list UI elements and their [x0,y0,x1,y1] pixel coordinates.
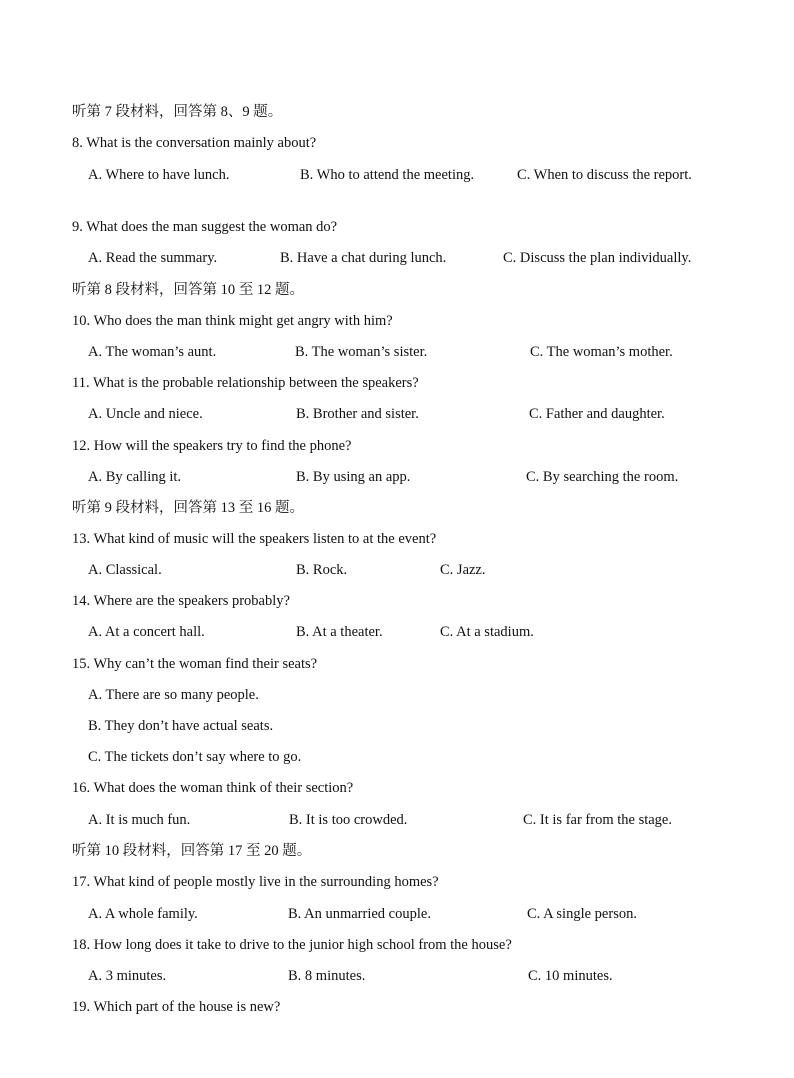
question-8-option-c: C. When to discuss the report. [517,167,692,183]
question-17-option-b: B. An unmarried couple. [288,906,431,922]
section-9-instruction: 听第 9 段材料，回答第 13 至 16 题。 [72,500,304,516]
question-9-stem: 9. What does the man suggest the woman do? [72,219,338,235]
question-17-stem: 17. What kind of people mostly live in the surrounding homes? [72,874,439,890]
question-16-option-c: C. It is far from the stage. [523,812,672,828]
question-13-option-c: C. Jazz. [440,562,486,578]
question-10-stem: 10. Who does the man think might get angry with him? [72,313,393,329]
question-18-option-a: A. 3 minutes. [88,968,167,984]
section-7-instruction: 听第 7 段材料，回答第 8、9 题。 [72,104,283,120]
question-14-option-c: C. At a stadium. [440,624,534,640]
question-15-option-c: C. The tickets don’t say where to go. [88,749,302,765]
question-17-option-a: A. A whole family. [88,906,198,922]
section-10-instruction: 听第 10 段材料，回答第 17 至 20 题。 [72,843,312,859]
question-9-option-c: C. Discuss the plan individually. [503,250,692,266]
question-15-option-a: A. There are so many people. [88,687,259,703]
question-10-option-b: B. The woman’s sister. [295,344,428,360]
question-9-option-b: B. Have a chat during lunch. [280,250,447,266]
question-12-stem: 12. How will the speakers try to find the phone? [72,438,352,454]
question-15-stem: 15. Why can’t the woman find their seats? [72,656,318,672]
question-8-stem: 8. What is the conversation mainly about? [72,135,317,151]
question-13-stem: 13. What kind of music will the speakers listen to at the event? [72,531,437,547]
question-18-option-b: B. 8 minutes. [288,968,366,984]
question-15-option-b: B. They don’t have actual seats. [88,718,274,734]
question-17-option-c: C. A single person. [527,906,637,922]
question-13-option-b: B. Rock. [296,562,348,578]
question-10-option-c: C. The woman’s mother. [530,344,673,360]
question-19-stem: 19. Which part of the house is new? [72,999,281,1015]
question-18-option-c: C. 10 minutes. [528,968,613,984]
question-12-option-c: C. By searching the room. [526,469,679,485]
question-14-option-a: A. At a concert hall. [88,624,205,640]
question-8-option-a: A. Where to have lunch. [88,167,230,183]
question-8-option-b: B. Who to attend the meeting. [300,167,475,183]
question-16-option-b: B. It is too crowded. [289,812,408,828]
question-16-stem: 16. What does the woman think of their section? [72,780,354,796]
question-9-option-a: A. Read the summary. [88,250,218,266]
question-12-option-a: A. By calling it. [88,469,182,485]
question-11-option-c: C. Father and daughter. [529,406,665,422]
question-11-option-b: B. Brother and sister. [296,406,419,422]
question-14-stem: 14. Where are the speakers probably? [72,593,290,609]
question-18-stem: 18. How long does it take to drive to the junior high school from the house? [72,937,512,953]
question-12-option-b: B. By using an app. [296,469,411,485]
question-11-stem: 11. What is the probable relationship between the speakers? [72,375,419,391]
question-13-option-a: A. Classical. [88,562,162,578]
section-8-instruction: 听第 8 段材料，回答第 10 至 12 题。 [72,282,304,298]
question-16-option-a: A. It is much fun. [88,812,191,828]
question-11-option-a: A. Uncle and niece. [88,406,203,422]
question-10-option-a: A. The woman’s aunt. [88,344,217,360]
question-14-option-b: B. At a theater. [296,624,383,640]
